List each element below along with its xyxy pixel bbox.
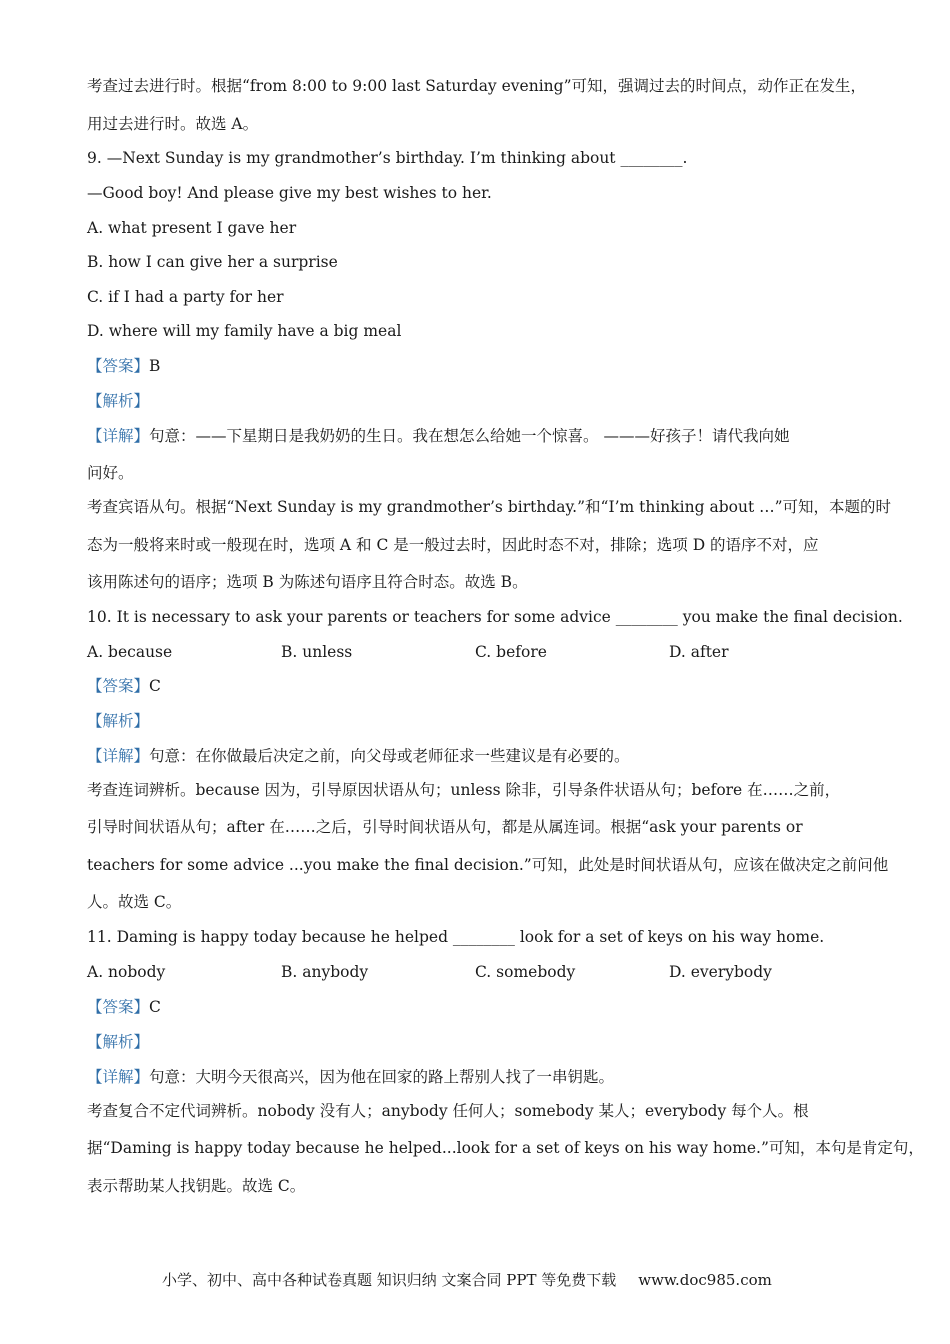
question-9-option-d: D. where will my family have a big meal [87,322,402,340]
question-11-stem: 11. Daming is happy today because he helped ________ look for a set of keys on his way home. [87,928,825,946]
question-9-response: —Good boy! And please give my best wishes to her. [87,184,492,202]
page-footer [162,1270,772,1290]
text-line: 用过去进行时。故选 A。 [87,115,259,133]
text-line: 引导时间状语从句；after 在……之后，引导时间状语从句，都是从属连词。根据“ask your parents or [87,818,803,836]
text-line: 该用陈述句的语序；选项 B 为陈述句语序且符合时态。故选 B。 [87,573,528,591]
question-10-option-b: B. unless [281,643,353,661]
question-11-option-d: D. everybody [669,963,772,981]
question-9-stem: 9. —Next Sunday is my grandmother’s birthday. I’m thinking about ________. [87,149,688,167]
question-10-analysis [87,711,149,731]
question-11-answer [87,997,161,1017]
text-line: 人。故选 C。 [87,893,182,911]
question-9-option-c: C. if I had a party for her [87,288,284,306]
question-11-analysis [87,1032,149,1052]
question-9-option-b: B. how I can give her a surprise [87,253,338,271]
question-9-detail [87,426,789,446]
answer-tag: 【答案】 [87,357,150,375]
question-10-detail [87,746,630,766]
detail-text: 句意：——下星期日是我奶奶的生日。我在想怎么给她一个惊喜。 ———好孩子！请代我向她 [149,427,790,445]
text-line: 态为一般将来时或一般现在时，选项 A 和 C 是一般过去时，因此时态不对，排除；选项 D 的语序不对，应 [87,536,819,554]
detail-tag: 【详解】 [87,1068,150,1086]
question-10-stem: 10. It is necessary to ask your parents or teachers for some advice ________ you make the final decision. [87,608,903,626]
text-line: 考查连词辨析。because 因为，引导原因状语从句；unless 除非，引导条件状语从句；before 在……之前， [87,781,841,799]
question-11-option-a: A. nobody [87,963,166,981]
detail-text: 句意：大明今天很高兴，因为他在回家的路上帮别人找了一串钥匙。 [149,1068,615,1086]
question-10-answer [87,676,161,696]
question-10-option-a: A. because [87,643,173,661]
answer-tag: 【答案】 [87,677,150,695]
text-line: 考查复合不定代词辨析。nobody 没有人；anybody 任何人；somebody 某人；everybody 每个人。根 [87,1102,809,1120]
detail-text: 句意：在你做最后决定之前，向父母或老师征求一些建议是有必要的。 [149,747,630,765]
question-10-option-c: C. before [475,643,547,661]
question-9-answer [87,356,160,376]
answer-value: B [149,357,161,375]
question-11-option-b: B. anybody [281,963,369,981]
question-9-analysis [87,391,149,411]
analysis-tag: 【解析】 [87,1033,150,1051]
question-10-option-d: D. after [669,643,729,661]
analysis-tag: 【解析】 [87,392,150,410]
text-line: 据“Daming is happy today because he helped...look for a set of keys on his way home.”可知，本句是肯定句， [87,1139,924,1157]
answer-value: C [149,677,161,695]
text-line: teachers for some advice ...you make the final decision.”可知，此处是时间状语从句，应该在做决定之前问他 [87,856,889,874]
question-9-option-a: A. what present I gave her [87,219,297,237]
analysis-tag: 【解析】 [87,712,150,730]
question-11-detail [87,1067,614,1087]
detail-tag: 【详解】 [87,427,150,445]
footer-url[interactable]: www.doc985.com [638,1271,772,1289]
text-line: 考查宾语从句。根据“Next Sunday is my grandmother’s birthday.”和“I’m thinking about …”可知，本题的时 [87,498,892,516]
footer-text: 小学、初中、高中各种试卷真题 知识归纳 文案合同 PPT 等免费下载 [162,1271,617,1289]
detail-tag: 【详解】 [87,747,150,765]
answer-tag: 【答案】 [87,998,150,1016]
text-line: 考查过去进行时。根据“from 8:00 to 9:00 last Saturday evening”可知，强调过去的时间点，动作正在发生， [87,77,866,95]
answer-value: C [149,998,161,1016]
question-11-option-c: C. somebody [475,963,576,981]
text-line: 表示帮助某人找钥匙。故选 C。 [87,1177,306,1195]
text-line: 问好。 [87,464,134,482]
